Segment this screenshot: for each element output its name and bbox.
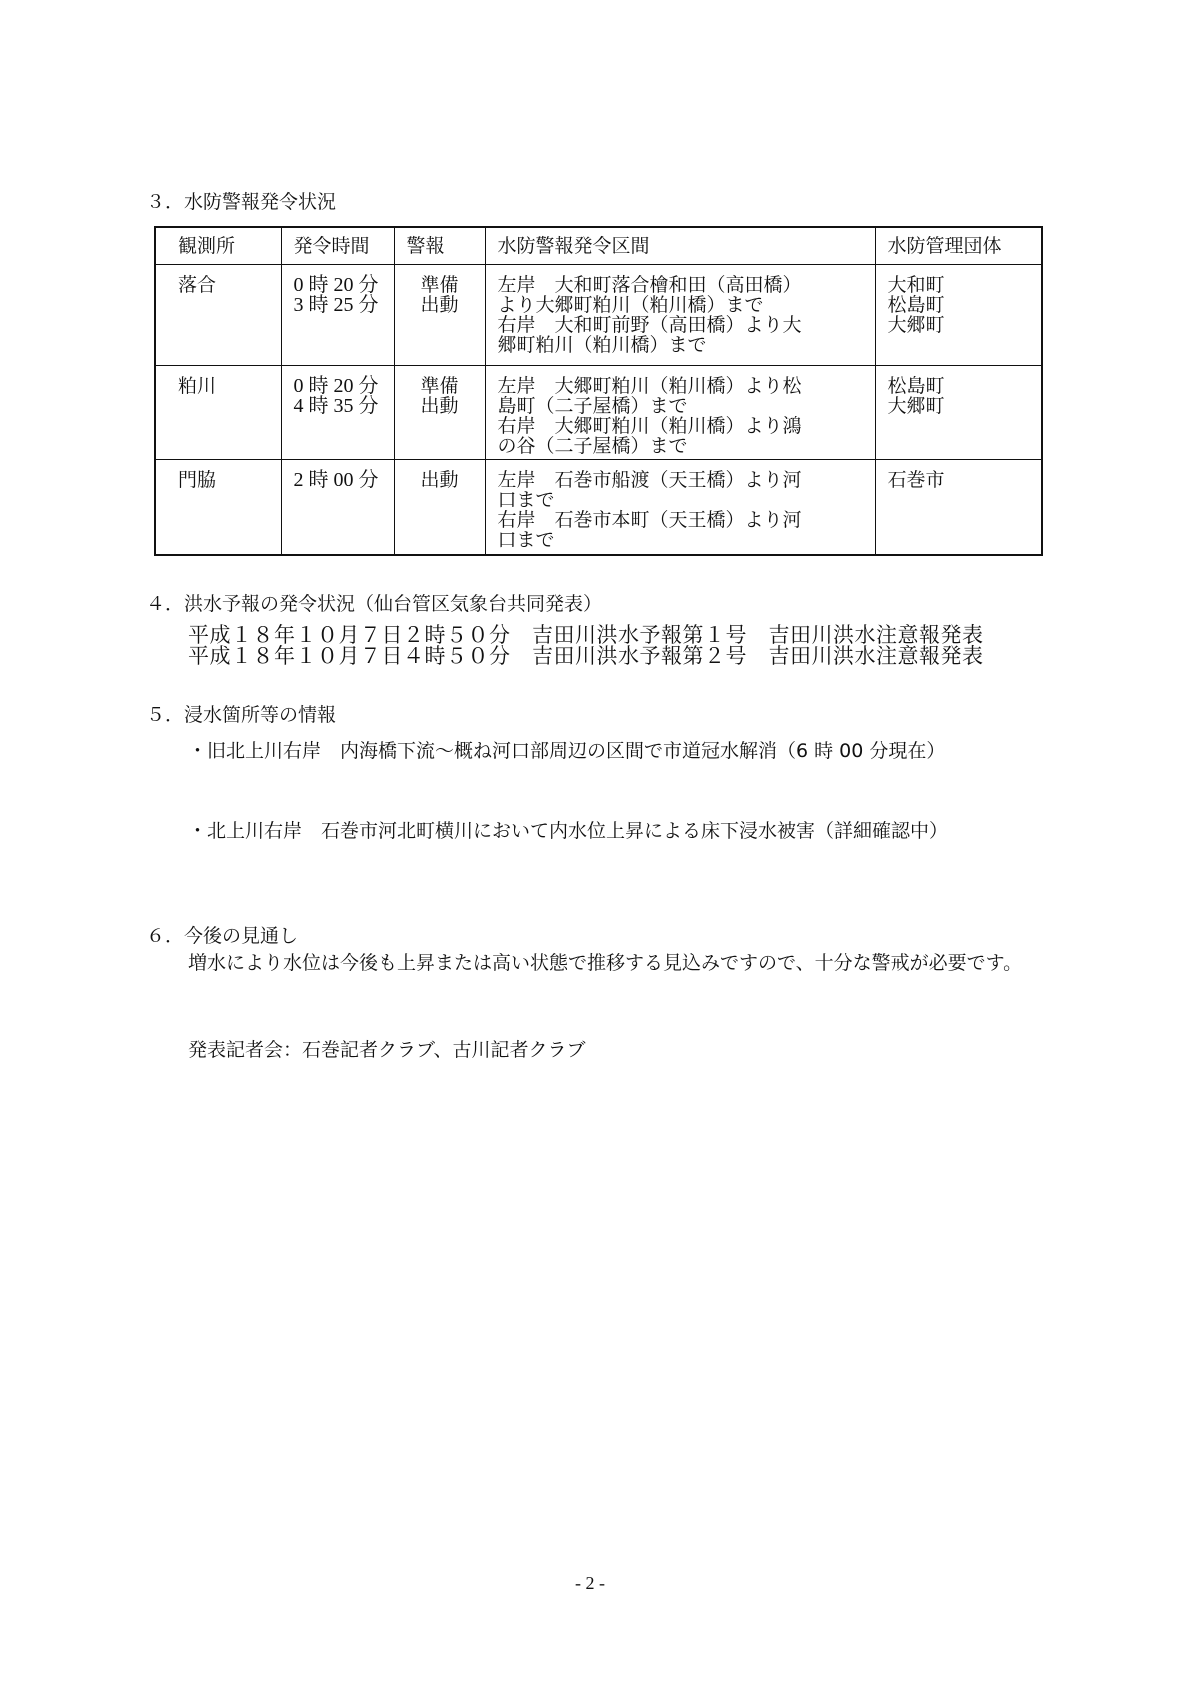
org-cell: 松島町 大郷町 [875, 366, 1042, 460]
page-number: - 2 - [575, 1573, 605, 1593]
press-club-line: 発表記者会：石巻記者クラブ、古川記者クラブ [188, 1039, 586, 1061]
station-cell: 落合 [155, 265, 281, 366]
section3-heading: ３．水防警報発令状況 [146, 191, 337, 213]
station-cell: 粕川 [155, 366, 281, 460]
table-row [155, 366, 1042, 460]
forecast-line: 平成１８年１０月７日２時５０分 吉田川洪水予報第１号 吉田川洪水注意報発表 [188, 623, 984, 647]
section-cell: 左岸 石巻市船渡（天王橋）より河 口まで 右岸 石巻市本町（天王橋）より河 口まで [485, 460, 875, 556]
flood-info-item: ・旧北上川右岸 内海橋下流～概ね河口部周辺の区間で市道冠水解消（6 時 00 分現在） [188, 740, 946, 762]
section-cell: 左岸 大郷町粕川（粕川橋）より松 島町（二子屋橋）まで 右岸 大郷町粕川（粕川橋）より鴻 の谷（二子屋橋）まで [485, 366, 875, 460]
time-cell: 0 時 20 分 3 時 25 分 [281, 265, 394, 366]
station-cell: 門脇 [155, 460, 281, 556]
section5-heading: ５．浸水箇所等の情報 [146, 704, 337, 726]
outlook-text: 増水により水位は今後も上昇または高い状態で推移する見込みですので、十分な警戒が必要です。 [188, 952, 1023, 974]
table-header-row [155, 227, 1042, 265]
alert-cell: 準備 出動 [394, 265, 485, 366]
alert-cell: 出動 [394, 460, 485, 556]
warning-table [154, 226, 1043, 556]
org-cell: 大和町 松島町 大郷町 [875, 265, 1042, 366]
time-cell: 0 時 20 分 4 時 35 分 [281, 366, 394, 460]
table-row [155, 460, 1042, 556]
column-header: 水防警報発令区間 [485, 227, 875, 265]
column-header: 観測所 [155, 227, 281, 265]
column-header: 発令時間 [281, 227, 394, 265]
table-row [155, 265, 1042, 366]
column-header: 水防管理団体 [875, 227, 1042, 265]
alert-cell: 準備 出動 [394, 366, 485, 460]
section6-heading: ６．今後の見通し [146, 925, 299, 947]
flood-info-item: ・北上川右岸 石巻市河北町横川において内水位上昇による床下浸水被害（詳細確認中） [188, 820, 949, 842]
forecast-line: 平成１８年１０月７日４時５０分 吉田川洪水予報第２号 吉田川洪水注意報発表 [188, 644, 984, 668]
section4-heading: ４．洪水予報の発令状況（仙台管区気象台共同発表） [146, 593, 603, 615]
time-cell: 2 時 00 分 [281, 460, 394, 556]
section-cell: 左岸 大和町落合檜和田（高田橋） より大郷町粕川（粕川橋）まで 右岸 大和町前野（高田橋）より大 郷町粕川（粕川橋）まで [485, 265, 875, 366]
column-header: 警報 [394, 227, 485, 265]
org-cell: 石巻市 [875, 460, 1042, 556]
